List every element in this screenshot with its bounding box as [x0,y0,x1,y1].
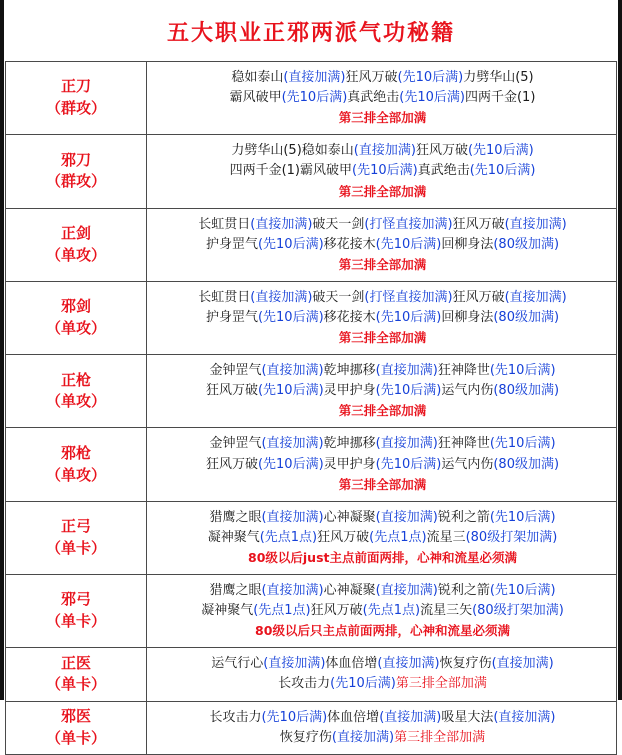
row-content [147,355,617,428]
skill-level-note: (80级打架加满) [465,529,558,545]
skill-level-note: (80级加满) [493,309,560,325]
row-note: 第三排全部加满 [338,403,427,419]
skill-level-note: (直接加满) [353,143,416,159]
skill-level-note: (先点1点) [362,603,421,619]
skill-line [155,708,610,728]
skill-name: 运气内伤 [441,383,494,399]
row-category [6,701,147,754]
skill-name: 狂风万破 [205,383,258,399]
row-category-main: 邪剑 [60,297,91,316]
skill-name: 心神凝聚 [323,582,376,598]
row-note: 第三排全部加满 [338,330,427,346]
table-row [6,501,617,574]
row-category [6,648,147,701]
skill-level-note: (先10后满) [257,309,324,325]
skill-name: 狂风万破 [452,216,505,232]
skill-name: 长虹贯日 [198,216,251,232]
row-category [6,574,147,647]
row-category-main: 邪刀 [60,150,91,169]
skill-name: 狂风万破 [415,143,468,159]
skill-level-note: (先点1点) [253,603,311,619]
row-content [147,501,617,574]
row-category-main: 邪医 [60,706,91,725]
skill-level-note: (直接加满) [491,656,554,672]
row-note: 80级以后只主点前面两排，心神和流星必须满 [255,623,510,639]
skill-name: 凝神聚气 [207,529,260,545]
skill-level-note: (先10后满) [397,70,464,85]
skill-name: 破天一剑 [312,289,365,305]
skill-name: 护身罡气 [205,236,258,252]
skill-name: 稳如泰山 [231,70,284,85]
skill-name: 凝神聚气 [201,603,254,619]
skill-level-note: (先10后满) [257,456,324,472]
row-category-main: 正医 [60,653,91,672]
skill-line [155,68,610,88]
skill-name: 运气行心 [211,656,264,672]
skill-name: 真武绝击 [347,90,400,106]
skill-level-note: (直接加满) [493,709,556,725]
skill-level-note: (直接加满) [377,656,440,672]
skill-level-note: (直接加满) [375,363,438,379]
row-category-sub: （单卡） [45,612,106,631]
row-content [147,62,617,135]
left-border-bar [0,0,4,700]
skill-name: 狂风万破 [310,603,363,619]
skill-level-note: (直接加满) [331,729,395,745]
row-category-main: 邪枪 [60,443,91,462]
row-note: 第三排全部加满 [338,110,427,126]
skill-name: 吸星大法 [441,709,494,725]
skill-level-note: (80级打架加满) [472,603,564,619]
skill-name: 长虹贯日 [198,289,251,305]
skill-name: 移花接木 [323,309,376,325]
skill-name: 猎鹰之眼 [209,509,262,525]
row-category [6,281,147,354]
row-category-sub: （单攻） [45,392,106,411]
row-category-sub: （单卡） [45,675,106,694]
table-row [6,648,617,701]
row-note: 第三排全部加满 [338,256,427,272]
skill-name: 灵甲护身 [323,456,376,472]
skill-line [155,654,610,674]
row-note: 80级以后just主点前面两排，心神和流星必须满 [248,549,517,565]
skill-level-note: (先10后满) [489,509,556,525]
row-category-main: 正枪 [60,370,91,389]
skill-level-note: (先10后满) [375,309,442,325]
skill-level-note: (直接加满) [379,709,442,725]
row-category [6,428,147,501]
table-row [6,281,617,354]
skill-level-note: (先10后满) [489,582,556,598]
row-note: 第三排全部加满 [338,476,427,492]
row-category [6,501,147,574]
table-row [6,62,617,135]
skill-level-note: (直接加满) [375,509,438,525]
row-category-sub: （单攻） [45,465,106,484]
skill-name: 流星三矢 [420,603,473,619]
table-row [6,701,617,754]
skill-name: 狂风万破 [452,289,505,305]
skill-name: 心神凝聚 [323,509,376,525]
skill-level-note: (直接加满) [261,582,324,598]
row-content [147,208,617,281]
skill-name: 恢复疗伤 [439,656,492,672]
row-category [6,135,147,208]
skill-name: 四两千金(1) [464,90,536,106]
skill-level-note: (直接加满) [375,436,438,452]
row-category [6,208,147,281]
page-title: 五大职业正邪两派气功秘籍 [166,20,455,46]
skill-line [155,601,610,621]
skill-level-note: (直接加满) [375,582,438,598]
skill-line [155,455,610,475]
skill-line [155,161,610,181]
skill-level-note: (先10后满) [281,90,348,106]
skill-name: 恢复疗伤 [279,729,332,745]
skill-level-note: (80级加满) [493,383,560,399]
skill-line [155,381,610,401]
row-content [147,428,617,501]
skill-line [155,361,610,381]
skill-name: 猎鹰之眼 [209,582,262,598]
skill-line [155,288,610,308]
skill-level-note: (直接加满) [250,216,313,232]
skill-level-note: (直接加满) [261,436,324,452]
row-content [147,701,617,754]
skill-level-note: (先10后满) [489,436,556,452]
skill-name: 狂风万破 [317,529,370,545]
skill-level-note: (先点1点) [369,529,427,545]
row-category-sub: （单卡） [45,728,106,747]
row-content [147,281,617,354]
skill-name: 乾坤挪移 [323,436,376,452]
skill-line [155,728,610,748]
row-category-sub: （群攻） [45,172,106,191]
skill-level-note: (打怪直接加满) [364,289,453,305]
skill-level-note: (先10后满) [257,236,324,252]
skill-name: 体血倍增 [325,656,378,672]
skill-name: 移花接木 [323,236,376,252]
skill-level-note: (先10后满) [489,363,556,379]
skill-name: 力劈华山(5) [463,70,534,85]
skill-level-note: (先10后满) [469,163,536,179]
skill-level-note: (先10后满) [375,236,442,252]
skill-line [155,88,610,108]
row-category [6,62,147,135]
skill-line [155,434,610,454]
skill-line [155,528,610,548]
skill-level-note: (直接加满) [261,363,324,379]
skill-level-note: (先10后满) [467,143,534,159]
skill-level-note: (先10后满) [399,90,465,106]
row-category-sub: （单卡） [45,538,106,557]
table-row [6,135,617,208]
skill-name: 回柳身法 [441,309,494,325]
skill-name: 霸风破甲 [229,90,282,106]
row-category-sub: （单攻） [45,245,106,264]
skill-table-body [6,62,617,755]
skill-level-note: (先10后满) [330,676,396,692]
row-content [147,648,617,701]
skill-name: 乾坤挪移 [323,363,376,379]
skill-name: 流星三 [426,529,466,545]
row-content [147,135,617,208]
skill-level-note: (直接加满) [250,289,313,305]
skill-name: 破天一剑 [312,216,365,232]
skill-line [155,674,610,694]
row-category [6,355,147,428]
skill-line [155,235,610,255]
skill-level-note: (先点1点) [259,529,318,545]
skill-name: 金钟罡气 [209,363,262,379]
table-row [6,574,617,647]
skill-name: 真武绝击 [417,163,470,179]
row-category-main: 正刀 [60,77,91,96]
skill-line [155,308,610,328]
skill-name: 四两千金(1)霸风破甲 [229,163,353,179]
skill-warning-text: 第三排全部加满 [394,729,486,745]
skill-name: 狂风万破 [205,456,258,472]
row-content [147,574,617,647]
row-category-main: 正剑 [60,223,91,242]
skill-level-note: (直接加满) [504,289,567,305]
skill-name: 护身罡气 [205,309,258,325]
skill-line [155,508,610,528]
skill-name: 狂神降世 [437,436,490,452]
skill-name: 力劈华山(5)稳如泰山 [231,143,354,159]
row-category-sub: （群攻） [45,99,106,118]
skill-name: 运气内伤 [441,456,494,472]
skill-level-note: (先10后满) [375,383,442,399]
skill-level-note: (先10后满) [261,709,328,725]
skill-name: 体血倍增 [327,709,380,725]
skill-level-note: (打怪直接加满) [364,216,453,232]
row-category-sub: （单攻） [45,318,106,337]
skill-level-note: (先10后满) [375,456,442,472]
skill-name: 长攻击力 [209,709,262,725]
skill-name: 长攻击力 [278,676,331,692]
skill-name: 锐利之箭 [437,509,490,525]
table-row [6,355,617,428]
skill-level-note: (80级加满) [493,236,560,252]
skill-warning-text: 第三排全部加满 [395,676,487,692]
table-row [6,208,617,281]
skill-level-note: (直接加满) [261,509,324,525]
skill-table [5,61,617,755]
skill-name: 狂神降世 [437,363,490,379]
row-category-main: 邪弓 [60,590,91,609]
skill-level-note: (直接加满) [504,216,567,232]
skill-level-note: (80级加满) [493,456,560,472]
skill-level-note: (直接加满) [263,656,326,672]
skill-line [155,215,610,235]
skill-name: 金钟罡气 [209,436,262,452]
skill-line [155,581,610,601]
skill-level-note: (先10后满) [257,383,324,399]
skill-name: 狂风万破 [345,70,398,85]
skill-level-note: (直接加满) [283,70,346,85]
row-note: 第三排全部加满 [338,183,427,199]
skill-name: 回柳身法 [441,236,494,252]
table-row [6,428,617,501]
row-category-main: 正弓 [60,517,91,536]
right-border-bar [618,0,622,700]
skill-name: 锐利之箭 [437,582,490,598]
skill-line [155,141,610,161]
skill-level-note: (先10后满) [352,163,418,179]
skill-name: 灵甲护身 [323,383,376,399]
